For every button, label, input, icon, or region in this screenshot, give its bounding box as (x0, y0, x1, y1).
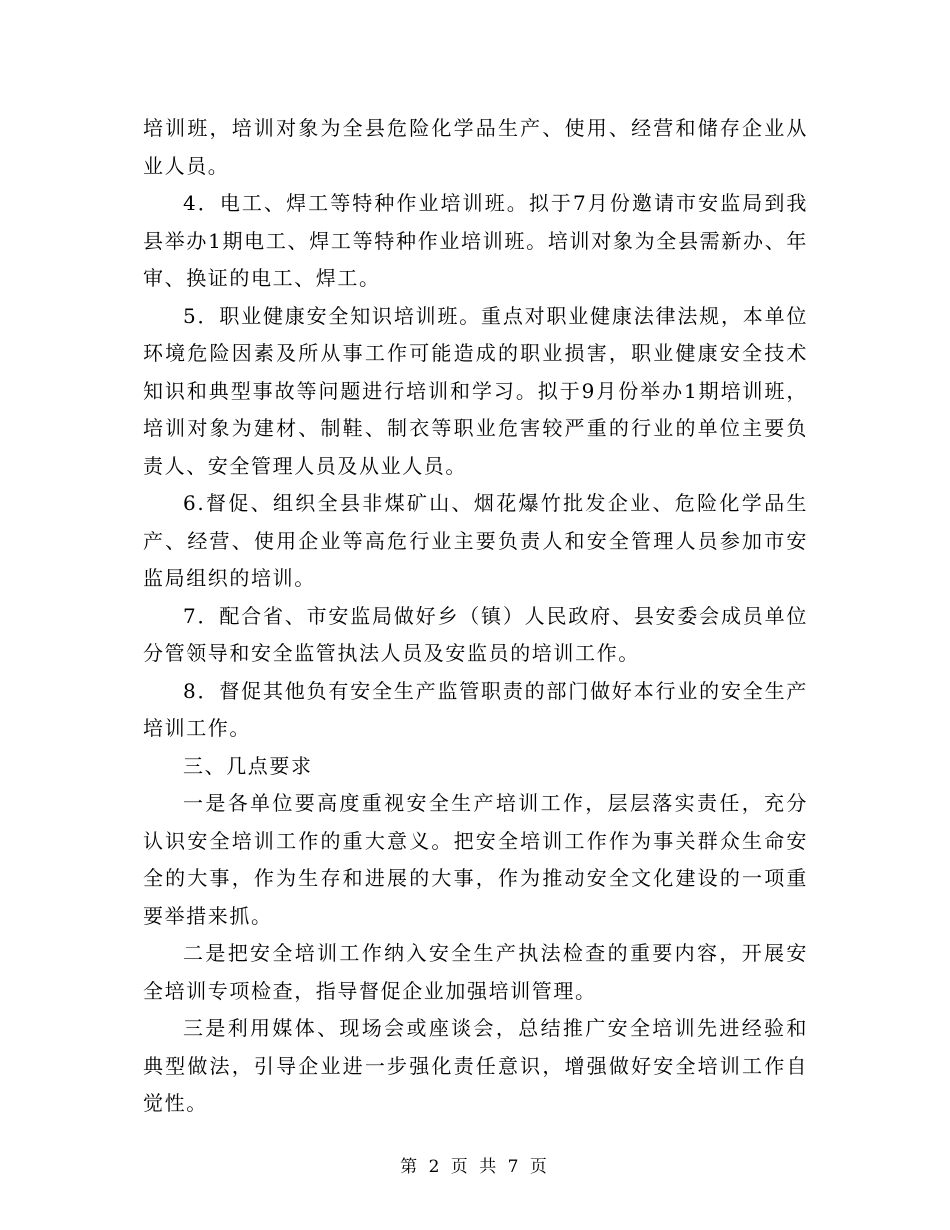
paragraph-item-8: 8．督促其他负有安全生产监管职责的部门做好本行业的安全生产培训工作。 (143, 678, 808, 740)
paragraph-requirement-1: 一是各单位要高度重视安全生产培训工作，层层落实责任，充分认识安全培训工作的重大意义。把安全培训工作作为事关群众生命安全的大事，作为生存和进展的大事，作为推动安全文化建设的一项重要举措来抓。 (143, 791, 808, 928)
section-heading-requirements: 三、几点要求 (183, 753, 313, 778)
paragraph-item-6: 6.督促、组织全县非煤矿山、烟花爆竹批发企业、危险化学品生产、经营、使用企业等高危行业主要负责人和安全管理人员参加市安监局组织的培训。 (143, 491, 808, 590)
paragraph-continued: 培训班，培训对象为全县危险化学品生产、使用、经营和储存企业从业人员。 (143, 116, 808, 178)
paragraph-item-5: 5．职业健康安全知识培训班。重点对职业健康法律法规，本单位环境危险因素及所从事工作可能造成的职业损害，职业健康安全技术知识和典型事故等问题进行培训和学习。拟于9月份举办1期培训班，培训对象为建材、制鞋、制衣等职业危害较严重的行业的单位主要负责人、安全管理人员及从业人员。 (143, 303, 808, 478)
page-number-footer: 第 2 页 共 7 页 (400, 1157, 550, 1177)
paragraph-item-4: 4．电工、焊工等特种作业培训班。拟于7月份邀请市安监局到我县举办1期电工、焊工等特种作业培训班。培训对象为全县需新办、年审、换证的电工、焊工。 (143, 191, 808, 290)
paragraph-requirement-3: 三是利用媒体、现场会或座谈会，总结推广安全培训先进经验和典型做法，引导企业进一步强化责任意识，增强做好安全培训工作自觉性。 (143, 1016, 808, 1115)
paragraph-requirement-2: 二是把安全培训工作纳入安全生产执法检查的重要内容，开展安全培训专项检查，指导督促企业加强培训管理。 (143, 941, 808, 1003)
paragraph-item-7: 7．配合省、市安监局做好乡（镇）人民政府、县安委会成员单位分管领导和安全监管执法人员及安监员的培训工作。 (143, 603, 808, 665)
document-body (143, 110, 808, 1123)
